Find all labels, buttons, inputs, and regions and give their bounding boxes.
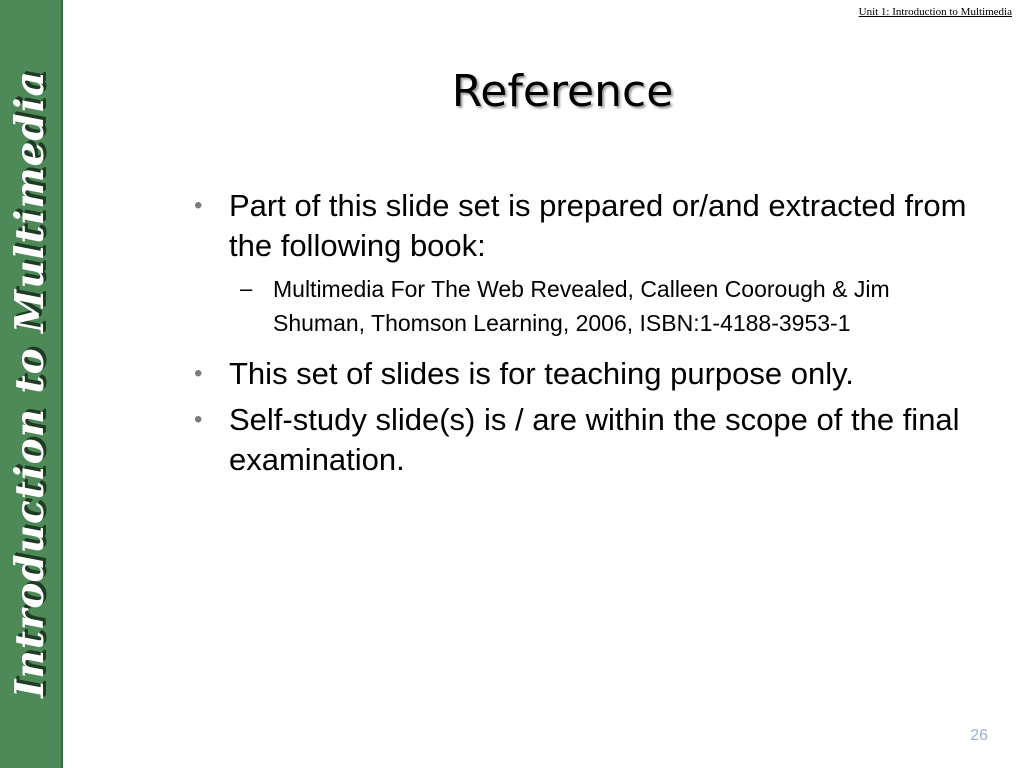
sidebar-title: Introduction to Multimedia — [7, 70, 53, 698]
bullet-item — [186, 354, 976, 394]
bullet-text: Part of this slide set is prepared or/and extracted from the following book: — [229, 188, 967, 263]
page-number: 26 — [970, 727, 988, 744]
bullet-icon: • — [194, 406, 203, 433]
slide-content — [186, 186, 976, 486]
unit-header-link[interactable]: Unit 1: Introduction to Multimedia — [858, 6, 1012, 18]
slide-title: Reference — [451, 66, 674, 117]
sub-bullet-text: Multimedia For The Web Revealed, Calleen Coorough & Jim Shuman, Thomson Learning, 2006, ISBN:1-4188-3953-1 — [273, 276, 890, 336]
bullet-icon: • — [194, 360, 203, 387]
bullet-icon: • — [194, 192, 203, 219]
sub-bullet-item — [186, 272, 976, 340]
bullet-text: Self-study slide(s) is / are within the scope of the final examination. — [229, 402, 960, 477]
dash-icon: – — [240, 276, 253, 301]
sidebar — [0, 0, 63, 768]
bullet-text: This set of slides is for teaching purpose only. — [229, 356, 854, 391]
bullet-item — [186, 400, 976, 480]
bullet-item — [186, 186, 976, 266]
